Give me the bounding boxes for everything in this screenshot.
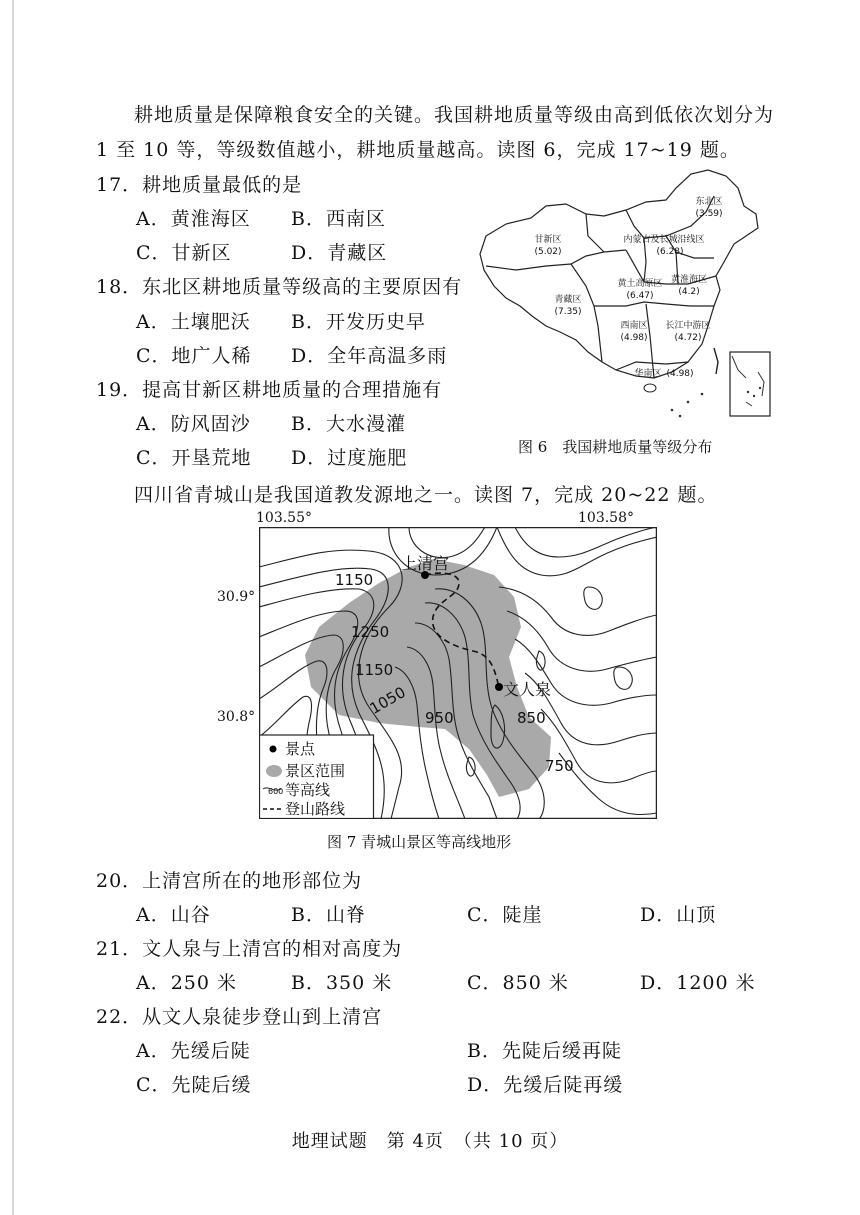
taiwan-island bbox=[714, 348, 718, 374]
q22-option-a: A．先缓后陡 bbox=[136, 1040, 251, 1062]
contour-label: 950 bbox=[425, 709, 454, 727]
q19-option-c: C．开垦荒地 bbox=[136, 447, 252, 469]
contour-label: 1150 bbox=[355, 661, 394, 679]
longitude-right: 103.58° bbox=[578, 510, 634, 526]
q21-option-b: B．350 米 bbox=[291, 972, 393, 994]
q19-option-a: A．防风固沙 bbox=[136, 413, 251, 435]
wenren-spring-spot bbox=[495, 683, 503, 691]
china-farmland-map bbox=[476, 166, 786, 426]
legend-spot-icon bbox=[270, 746, 277, 753]
region-label: 青藏区 bbox=[554, 295, 582, 305]
latitude-bottom: 30.8° bbox=[217, 709, 256, 725]
q21-stem: 21．文人泉与上清宫的相对高度为 bbox=[96, 938, 403, 960]
legend-contour-sample: 600 bbox=[268, 787, 284, 796]
legend-area-icon bbox=[266, 765, 282, 777]
region-label: 华南区 bbox=[634, 369, 662, 379]
region-label: 黄土高原区 bbox=[617, 279, 663, 289]
q21-option-d: D．1200 米 bbox=[640, 972, 756, 994]
q20-option-b: B．山脊 bbox=[291, 904, 366, 926]
region-label: 长江中游区 bbox=[665, 321, 711, 331]
region-label: 东北区 bbox=[695, 197, 723, 207]
region-value: (4.98) bbox=[666, 369, 694, 379]
intro-2: 四川省青城山是我国道教发源地之一。读图 7，完成 20~22 题。 bbox=[134, 484, 718, 506]
q18-option-d: D．全年高温多雨 bbox=[291, 345, 448, 367]
figure-6-caption: 图 6 我国耕地质量等级分布 bbox=[518, 438, 713, 456]
wenren-spring-label: 文人泉 bbox=[503, 680, 552, 699]
legend-area-label: 景区范围 bbox=[285, 762, 346, 780]
region-value: (4.72) bbox=[674, 333, 702, 343]
q20-stem: 20．上清宫所在的地形部位为 bbox=[96, 870, 363, 892]
region-value: (6.28) bbox=[656, 247, 684, 257]
legend-route-label: 登山路线 bbox=[285, 800, 346, 818]
q22-option-c: C．先陡后缓 bbox=[136, 1074, 252, 1096]
q19-option-b: B．大水漫灌 bbox=[291, 413, 406, 435]
region-value: (7.35) bbox=[554, 307, 582, 317]
q20-option-d: D．山顶 bbox=[640, 904, 717, 926]
contour-label: 1250 bbox=[351, 623, 390, 641]
q21-option-c: C．850 米 bbox=[467, 972, 569, 994]
q20-option-c: C．陡崖 bbox=[467, 904, 543, 926]
q21-option-a: A．250 米 bbox=[136, 972, 238, 994]
region-value: (4.98) bbox=[620, 333, 648, 343]
q17-option-b: B．西南区 bbox=[291, 208, 386, 230]
region-value: (4.2) bbox=[678, 287, 700, 297]
hainan-island bbox=[644, 384, 656, 392]
intro-line-2: 1 至 10 等，等级数值越小，耕地质量越高。读图 6，完成 17~19 题。 bbox=[96, 139, 740, 161]
contour-label: 1150 bbox=[335, 571, 374, 589]
region-label: 黄淮海区 bbox=[670, 275, 708, 285]
q18-option-b: B．开发历史早 bbox=[291, 311, 426, 333]
intro-line-1: 耕地质量是保障粮食安全的关键。我国耕地质量等级由高到低依次划分为 bbox=[134, 104, 775, 126]
q17-option-c: C．甘新区 bbox=[136, 242, 232, 264]
legend-spot-label: 景点 bbox=[285, 740, 316, 758]
region-value: (3.59) bbox=[695, 209, 723, 219]
qingcheng-contour-map bbox=[259, 527, 657, 819]
figure-7-caption: 图 7 青城山景区等高线地形 bbox=[327, 833, 512, 851]
legend-contour-label: 等高线 bbox=[285, 781, 331, 799]
contour-label: 1050 bbox=[366, 683, 409, 718]
q22-option-b: B．先陡后缓再陡 bbox=[467, 1040, 622, 1062]
region-label: 内蒙古及长城沿线区 bbox=[623, 235, 705, 245]
q17-stem: 17．耕地质量最低的是 bbox=[96, 174, 303, 196]
q20-option-a: A．山谷 bbox=[136, 904, 211, 926]
q17-option-d: D．青藏区 bbox=[291, 242, 388, 264]
q22-stem: 22．从文人泉徒步登山到上清宫 bbox=[96, 1006, 383, 1028]
shangqing-palace-label: 上清宫 bbox=[401, 554, 450, 573]
q18-stem: 18．东北区耕地质量等级高的主要原因有 bbox=[96, 276, 463, 298]
q22-option-d: D．先缓后陡再缓 bbox=[467, 1074, 624, 1096]
region-value: (6.47) bbox=[626, 291, 654, 301]
latitude-top: 30.9° bbox=[217, 589, 256, 605]
longitude-left: 103.55° bbox=[256, 510, 312, 526]
page-footer: 地理试题 第 4页 （共 10 页） bbox=[291, 1131, 569, 1152]
contour-label: 850 bbox=[517, 709, 546, 727]
region-label: 甘新区 bbox=[534, 235, 562, 245]
contour-label: 750 bbox=[545, 757, 574, 775]
q18-option-a: A．土壤肥沃 bbox=[136, 311, 251, 333]
map-legend bbox=[260, 735, 374, 819]
q19-option-d: D．过度施肥 bbox=[291, 447, 408, 469]
region-value: (5.02) bbox=[534, 247, 562, 257]
q19-stem: 19．提高甘新区耕地质量的合理措施有 bbox=[96, 379, 443, 401]
page-edge-line bbox=[12, 0, 14, 1215]
q17-option-a: A．黄淮海区 bbox=[136, 208, 251, 230]
region-label: 西南区 bbox=[620, 321, 648, 331]
q18-option-c: C．地广人稀 bbox=[136, 345, 252, 367]
